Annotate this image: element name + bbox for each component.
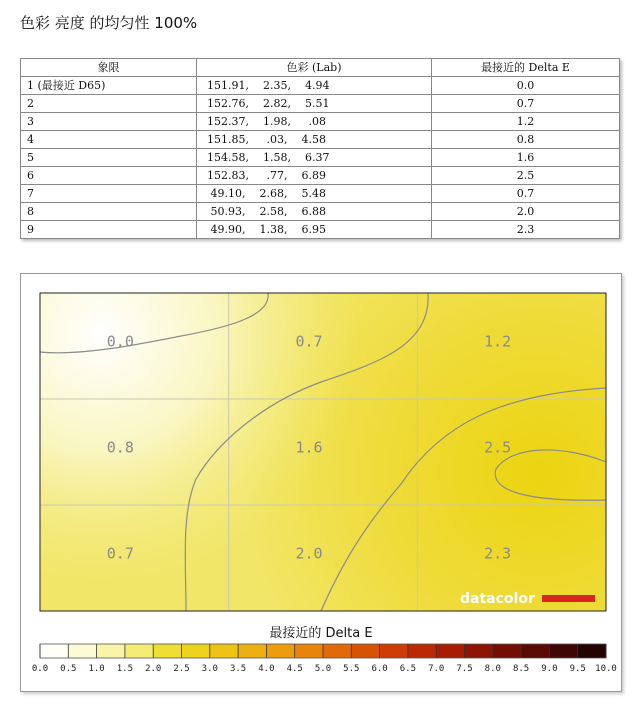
colorbar-swatch — [182, 644, 211, 658]
lab-cell: 152.83, .77, 6.89 — [197, 167, 432, 185]
colorbar-tick-label: 8.0 — [484, 664, 501, 674]
colorbar-tick-label: 6.0 — [371, 664, 388, 674]
cell-value-label: 1.2 — [484, 332, 512, 351]
colorbar-tick-label: 2.0 — [145, 664, 162, 674]
colorbar-tick-label: 1.5 — [116, 664, 134, 674]
cell-value-label: 2.5 — [484, 438, 512, 457]
lab-cell: 151.91, 2.35, 4.94 — [197, 77, 432, 95]
colorbar-tick-label: 4.5 — [286, 664, 303, 674]
colorbar-tick-label: 9.0 — [541, 664, 558, 674]
colorbar-swatch — [493, 644, 522, 658]
quadrant-cell: 2 — [21, 95, 197, 113]
colorbar-swatch — [40, 644, 69, 658]
cell-value-label: 1.6 — [295, 438, 323, 457]
colorbar-swatch — [97, 644, 126, 658]
colorbar-tick-label: 6.5 — [399, 664, 417, 674]
table-row — [21, 185, 620, 203]
colorbar-swatch — [238, 644, 267, 658]
delta-e-cell: 2.5 — [432, 167, 620, 185]
colorbar-tick-label: 2.5 — [173, 664, 190, 674]
colorbar-swatch — [295, 644, 324, 658]
colorbar-swatch — [323, 644, 352, 658]
colorbar-tick-label: 3.5 — [229, 664, 247, 674]
delta-e-cell: 0.0 — [432, 77, 620, 95]
delta-e-cell: 0.7 — [432, 185, 620, 203]
cell-value-label: 2.0 — [295, 544, 323, 563]
colorbar-tick-label: 9.5 — [569, 664, 586, 674]
colorbar-swatch — [521, 644, 550, 658]
column-header-quadrant: 象限 — [21, 59, 197, 77]
cell-value-label: 0.7 — [295, 332, 323, 351]
quadrant-cell: 9 — [21, 221, 197, 239]
quadrant-cell: 3 — [21, 113, 197, 131]
colorbar-swatch — [465, 644, 494, 658]
colorbar-swatch — [153, 644, 182, 658]
lab-cell: 151.85, .03, 4.58 — [197, 131, 432, 149]
lab-cell: 49.90, 1.38, 6.95 — [197, 221, 432, 239]
colorbar-tick-label: 1.0 — [88, 664, 105, 674]
table-row — [21, 77, 620, 95]
datacolor-logo-text: datacolor — [460, 591, 535, 607]
colorbar-tick-label: 8.5 — [512, 664, 530, 674]
quadrant-cell: 4 — [21, 131, 197, 149]
delta-e-cell: 1.2 — [432, 113, 620, 131]
table-row — [21, 113, 620, 131]
colorbar-tick-label: 0.5 — [60, 664, 77, 674]
colorbar-swatch — [578, 644, 607, 658]
colorbar-tick-label: 0.0 — [31, 664, 49, 674]
colorbar-swatch — [436, 644, 465, 658]
quadrant-cell: 6 — [21, 167, 197, 185]
quadrant-cell: 7 — [21, 185, 197, 203]
delta-e-cell: 2.0 — [432, 203, 620, 221]
table-row — [21, 149, 620, 167]
uniformity-heatmap-svg — [21, 274, 621, 691]
table-row — [21, 95, 620, 113]
table-row — [21, 131, 620, 149]
cell-value-label: 0.0 — [106, 332, 134, 351]
table-row — [21, 203, 620, 221]
cell-value-label: 2.3 — [484, 544, 512, 563]
quadrant-cell: 1 (最接近 D65) — [21, 77, 197, 95]
lab-cell: 154.58, 1.58, 6.37 — [197, 149, 432, 167]
lab-cell: 152.76, 2.82, 5.51 — [197, 95, 432, 113]
delta-e-cell: 0.7 — [432, 95, 620, 113]
colorbar-swatch — [549, 644, 578, 658]
colorbar-title: 最接近的 Delta E — [269, 626, 373, 641]
table-row — [21, 221, 620, 239]
colorbar-tick-label: 10.0 — [595, 664, 617, 674]
quadrant-cell: 8 — [21, 203, 197, 221]
colorbar-tick-label: 5.5 — [343, 664, 360, 674]
colorbar-swatch — [68, 644, 97, 658]
cell-value-label: 0.7 — [106, 544, 134, 563]
cell-value-label: 0.8 — [106, 438, 134, 457]
delta-e-cell: 0.8 — [432, 131, 620, 149]
table-row — [21, 167, 620, 185]
colorbar-tick-label: 5.0 — [314, 664, 332, 674]
column-header-delta-e: 最接近的 Delta E — [432, 59, 620, 77]
colorbar-tick-label: 7.5 — [456, 664, 473, 674]
delta-e-cell: 2.3 — [432, 221, 620, 239]
colorbar-swatch — [266, 644, 295, 658]
colorbar-swatch — [125, 644, 154, 658]
page-title: 色彩 亮度 的均匀性 100% — [20, 14, 198, 32]
uniformity-table — [20, 58, 620, 239]
colorbar-tick-label: 3.0 — [201, 664, 218, 674]
datacolor-logo-bar — [542, 595, 595, 602]
lab-cell: 49.10, 2.68, 5.48 — [197, 185, 432, 203]
colorbar-swatch — [408, 644, 437, 658]
table-header-row — [21, 59, 620, 77]
delta-e-cell: 1.6 — [432, 149, 620, 167]
lab-cell: 50.93, 2.58, 6.88 — [197, 203, 432, 221]
column-header-lab: 色彩 (Lab) — [197, 59, 432, 77]
colorbar-swatch — [380, 644, 409, 658]
colorbar-tick-label: 7.0 — [428, 664, 445, 674]
quadrant-cell: 5 — [21, 149, 197, 167]
lab-cell: 152.37, 1.98, .08 — [197, 113, 432, 131]
colorbar-swatch — [351, 644, 380, 658]
colorbar-tick-label: 4.0 — [258, 664, 275, 674]
uniformity-chart — [20, 273, 622, 692]
colorbar-swatch — [210, 644, 239, 658]
